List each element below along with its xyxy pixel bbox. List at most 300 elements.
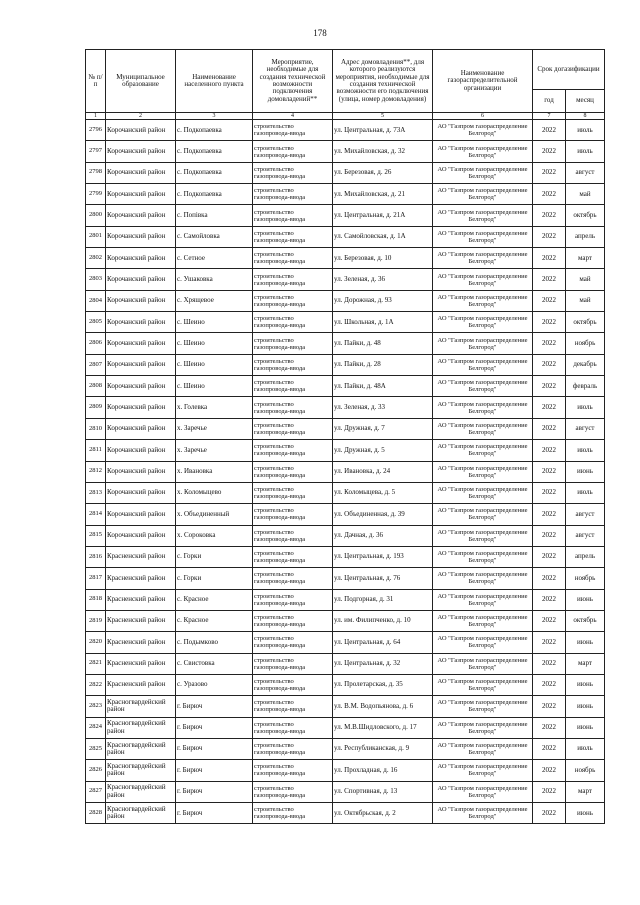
cell-organization: АО "Газпром газораспределение Белгород" [433, 354, 533, 375]
cell-year: 2022 [533, 632, 566, 653]
cell-year: 2022 [533, 546, 566, 567]
cell-organization: АО "Газпром газораспределение Белгород" [433, 461, 533, 482]
cell-settlement: г. Бирюч [176, 696, 253, 717]
cell-month: декабрь [566, 354, 605, 375]
cell-municipality: Корочанский район [106, 120, 176, 141]
column-number: 5 [333, 113, 433, 120]
cell-year: 2022 [533, 397, 566, 418]
cell-year: 2022 [533, 333, 566, 354]
cell-address: ул. Пролетарская, д. 35 [333, 674, 433, 695]
cell-activity: строительство газопровода-ввода [253, 120, 333, 141]
cell-municipality: Красногвардейский район [106, 760, 176, 781]
table-row [86, 760, 605, 781]
cell-organization: АО "Газпром газораспределение Белгород" [433, 674, 533, 695]
cell-num: 2809 [86, 397, 106, 418]
cell-organization: АО "Газпром газораспределение Белгород" [433, 546, 533, 567]
cell-year: 2022 [533, 184, 566, 205]
cell-municipality: Корочанский район [106, 226, 176, 247]
cell-organization: АО "Газпром газораспределение Белгород" [433, 504, 533, 525]
table-header [86, 50, 605, 120]
cell-organization: АО "Газпром газораспределение Белгород" [433, 184, 533, 205]
table-row [86, 397, 605, 418]
cell-address: ул. В.М. Водопьянова, д. 6 [333, 696, 433, 717]
cell-organization: АО "Газпром газораспределение Белгород" [433, 482, 533, 503]
cell-num: 2828 [86, 803, 106, 824]
cell-settlement: с. Шеино [176, 333, 253, 354]
table-row [86, 717, 605, 738]
cell-settlement: х. Заречье [176, 440, 253, 461]
cell-year: 2022 [533, 781, 566, 802]
cell-settlement: с. Сетное [176, 248, 253, 269]
cell-num: 2798 [86, 162, 106, 183]
cell-year: 2022 [533, 696, 566, 717]
cell-num: 2825 [86, 738, 106, 759]
cell-address: ул. Школьная, д. 1А [333, 312, 433, 333]
cell-activity: строительство газопровода-ввода [253, 269, 333, 290]
cell-activity: строительство газопровода-ввода [253, 141, 333, 162]
cell-address: ул. Центральная, д. 64 [333, 632, 433, 653]
cell-organization: АО "Газпром газораспределение Белгород" [433, 248, 533, 269]
cell-activity: строительство газопровода-ввода [253, 290, 333, 311]
cell-settlement: х. Заречье [176, 418, 253, 439]
cell-organization: АО "Газпром газораспределение Белгород" [433, 162, 533, 183]
cell-address: ул. Коломыцева, д. 5 [333, 482, 433, 503]
cell-num: 2827 [86, 781, 106, 802]
cell-activity: строительство газопровода-ввода [253, 226, 333, 247]
cell-address: ул. Ивановка, д. 24 [333, 461, 433, 482]
column-number: 8 [566, 113, 605, 120]
cell-num: 2796 [86, 120, 106, 141]
cell-municipality: Корочанский район [106, 205, 176, 226]
column-number: 3 [176, 113, 253, 120]
cell-month: июнь [566, 717, 605, 738]
cell-year: 2022 [533, 205, 566, 226]
cell-municipality: Красненский район [106, 653, 176, 674]
cell-month: ноябрь [566, 568, 605, 589]
header-term: Срок догазификации [533, 50, 605, 90]
cell-month: август [566, 504, 605, 525]
header-year: год [533, 90, 566, 113]
cell-year: 2022 [533, 525, 566, 546]
table-row [86, 184, 605, 205]
table-row [86, 610, 605, 631]
table-row [86, 162, 605, 183]
cell-num: 2803 [86, 269, 106, 290]
cell-municipality: Корочанский район [106, 312, 176, 333]
cell-address: ул. Объединенная, д. 39 [333, 504, 433, 525]
cell-organization: АО "Газпром газораспределение Белгород" [433, 568, 533, 589]
cell-organization: АО "Газпром газораспределение Белгород" [433, 205, 533, 226]
cell-municipality: Корочанский район [106, 418, 176, 439]
table-row [86, 653, 605, 674]
cell-municipality: Корочанский район [106, 184, 176, 205]
cell-organization: АО "Газпром газораспределение Белгород" [433, 717, 533, 738]
cell-num: 2797 [86, 141, 106, 162]
cell-activity: строительство газопровода-ввода [253, 482, 333, 503]
cell-month: август [566, 418, 605, 439]
cell-municipality: Красненский район [106, 674, 176, 695]
cell-municipality: Красногвардейский район [106, 696, 176, 717]
cell-address: ул. Октябрьская, д. 2 [333, 803, 433, 824]
cell-municipality: Красненский район [106, 610, 176, 631]
cell-activity: строительство газопровода-ввода [253, 653, 333, 674]
cell-organization: АО "Газпром газораспределение Белгород" [433, 376, 533, 397]
cell-year: 2022 [533, 162, 566, 183]
cell-organization: АО "Газпром газораспределение Белгород" [433, 803, 533, 824]
cell-year: 2022 [533, 440, 566, 461]
cell-settlement: с. Горки [176, 568, 253, 589]
cell-settlement: с. Самойловка [176, 226, 253, 247]
cell-activity: строительство газопровода-ввода [253, 354, 333, 375]
cell-address: ул. Зеленая, д. 36 [333, 269, 433, 290]
cell-activity: строительство газопровода-ввода [253, 397, 333, 418]
table-row [86, 525, 605, 546]
cell-settlement: с. Подкопаевка [176, 162, 253, 183]
cell-settlement: г. Бирюч [176, 781, 253, 802]
gasification-table [85, 49, 605, 824]
cell-month: июль [566, 397, 605, 418]
cell-month: май [566, 290, 605, 311]
column-number: 7 [533, 113, 566, 120]
cell-municipality: Корочанский район [106, 162, 176, 183]
cell-num: 2807 [86, 354, 106, 375]
cell-activity: строительство газопровода-ввода [253, 376, 333, 397]
cell-activity: строительство газопровода-ввода [253, 312, 333, 333]
cell-activity: строительство газопровода-ввода [253, 184, 333, 205]
header-settlement: Наименование населенного пункта [176, 50, 253, 113]
cell-municipality: Корочанский район [106, 397, 176, 418]
table-body [86, 120, 605, 824]
cell-address: ул. Центральная, д. 193 [333, 546, 433, 567]
cell-month: апрель [566, 226, 605, 247]
cell-year: 2022 [533, 568, 566, 589]
cell-num: 2821 [86, 653, 106, 674]
cell-municipality: Корочанский район [106, 440, 176, 461]
column-number: 1 [86, 113, 106, 120]
table-row [86, 504, 605, 525]
cell-settlement: с. Шеино [176, 376, 253, 397]
cell-address: ул. Дорожная, д. 93 [333, 290, 433, 311]
cell-address: ул. Пайки, д. 48 [333, 333, 433, 354]
table-row [86, 354, 605, 375]
cell-organization: АО "Газпром газораспределение Белгород" [433, 760, 533, 781]
cell-year: 2022 [533, 290, 566, 311]
cell-year: 2022 [533, 248, 566, 269]
cell-municipality: Корочанский район [106, 525, 176, 546]
cell-num: 2813 [86, 482, 106, 503]
table-row [86, 248, 605, 269]
cell-organization: АО "Газпром газораспределение Белгород" [433, 696, 533, 717]
cell-organization: АО "Газпром газораспределение Белгород" [433, 312, 533, 333]
cell-num: 2811 [86, 440, 106, 461]
cell-month: ноябрь [566, 760, 605, 781]
cell-address: ул. Самойловская, д. 1А [333, 226, 433, 247]
cell-activity: строительство газопровода-ввода [253, 674, 333, 695]
cell-address: ул. Дачная, д. 36 [333, 525, 433, 546]
column-number: 4 [253, 113, 333, 120]
cell-address: ул. М.В.Шидловского, д. 17 [333, 717, 433, 738]
table-row [86, 461, 605, 482]
header-month: месяц [566, 90, 605, 113]
cell-address: ул. Пайки, д. 28 [333, 354, 433, 375]
cell-organization: АО "Газпром газораспределение Белгород" [433, 589, 533, 610]
cell-settlement: с. Подымково [176, 632, 253, 653]
cell-address: ул. Республиканская, д. 9 [333, 738, 433, 759]
cell-num: 2800 [86, 205, 106, 226]
cell-settlement: с. Подкопаевка [176, 184, 253, 205]
cell-month: март [566, 653, 605, 674]
cell-settlement: х. Ивановка [176, 461, 253, 482]
cell-num: 2806 [86, 333, 106, 354]
cell-organization: АО "Газпром газораспределение Белгород" [433, 120, 533, 141]
table-row [86, 482, 605, 503]
table-row [86, 120, 605, 141]
cell-organization: АО "Газпром газораспределение Белгород" [433, 653, 533, 674]
cell-activity: строительство газопровода-ввода [253, 738, 333, 759]
cell-activity: строительство газопровода-ввода [253, 781, 333, 802]
cell-settlement: с. Хрящевое [176, 290, 253, 311]
cell-activity: строительство газопровода-ввода [253, 461, 333, 482]
cell-municipality: Корочанский район [106, 333, 176, 354]
cell-settlement: с. Подкопаевка [176, 141, 253, 162]
cell-settlement: х. Коломыцево [176, 482, 253, 503]
cell-year: 2022 [533, 141, 566, 162]
cell-activity: строительство газопровода-ввода [253, 568, 333, 589]
cell-settlement: с. Ушаковка [176, 269, 253, 290]
cell-organization: АО "Газпром газораспределение Белгород" [433, 333, 533, 354]
cell-activity: строительство газопровода-ввода [253, 205, 333, 226]
cell-month: февраль [566, 376, 605, 397]
cell-num: 2818 [86, 589, 106, 610]
cell-municipality: Красненский район [106, 568, 176, 589]
cell-settlement: с. Красное [176, 589, 253, 610]
cell-address: ул. Центральная, д. 21А [333, 205, 433, 226]
table-row [86, 141, 605, 162]
cell-month: август [566, 162, 605, 183]
table-row [86, 376, 605, 397]
cell-organization: АО "Газпром газораспределение Белгород" [433, 397, 533, 418]
cell-address: ул. Центральная, д. 32 [333, 653, 433, 674]
header-num: № п/п [86, 50, 106, 113]
cell-num: 2824 [86, 717, 106, 738]
cell-address: ул. Березовая, д. 26 [333, 162, 433, 183]
cell-address: ул. Дружная, д. 7 [333, 418, 433, 439]
cell-activity: строительство газопровода-ввода [253, 333, 333, 354]
cell-month: апрель [566, 546, 605, 567]
cell-month: июль [566, 120, 605, 141]
cell-month: ноябрь [566, 333, 605, 354]
cell-year: 2022 [533, 717, 566, 738]
table-row [86, 269, 605, 290]
cell-municipality: Корочанский район [106, 376, 176, 397]
cell-municipality: Красненский район [106, 632, 176, 653]
cell-year: 2022 [533, 461, 566, 482]
cell-settlement: с. Свистовка [176, 653, 253, 674]
cell-year: 2022 [533, 610, 566, 631]
cell-settlement: с. Уразово [176, 674, 253, 695]
cell-num: 2814 [86, 504, 106, 525]
table-row [86, 589, 605, 610]
cell-organization: АО "Газпром газораспределение Белгород" [433, 738, 533, 759]
cell-month: июль [566, 141, 605, 162]
table-row [86, 568, 605, 589]
column-number: 2 [106, 113, 176, 120]
cell-municipality: Корочанский район [106, 290, 176, 311]
cell-year: 2022 [533, 354, 566, 375]
cell-municipality: Корочанский район [106, 141, 176, 162]
cell-month: июнь [566, 589, 605, 610]
cell-organization: АО "Газпром газораспределение Белгород" [433, 525, 533, 546]
cell-address: ул. Подгорная, д. 31 [333, 589, 433, 610]
cell-month: март [566, 781, 605, 802]
cell-municipality: Корочанский район [106, 461, 176, 482]
cell-num: 2810 [86, 418, 106, 439]
cell-address: ул. Михайловская, д. 21 [333, 184, 433, 205]
cell-address: ул. Дружная, д. 5 [333, 440, 433, 461]
cell-settlement: х. Голевка [176, 397, 253, 418]
cell-month: август [566, 525, 605, 546]
table-row [86, 418, 605, 439]
cell-activity: строительство газопровода-ввода [253, 440, 333, 461]
cell-year: 2022 [533, 653, 566, 674]
table-row [86, 290, 605, 311]
cell-month: июль [566, 440, 605, 461]
cell-municipality: Красногвардейский район [106, 717, 176, 738]
cell-num: 2808 [86, 376, 106, 397]
cell-year: 2022 [533, 482, 566, 503]
cell-num: 2822 [86, 674, 106, 695]
cell-organization: АО "Газпром газораспределение Белгород" [433, 226, 533, 247]
table-row [86, 803, 605, 824]
cell-address: ул. Березовая, д. 10 [333, 248, 433, 269]
table-row [86, 696, 605, 717]
cell-month: май [566, 269, 605, 290]
cell-month: март [566, 248, 605, 269]
cell-address: ул. Центральная, д. 76 [333, 568, 433, 589]
cell-month: октябрь [566, 312, 605, 333]
cell-activity: строительство газопровода-ввода [253, 504, 333, 525]
cell-activity: строительство газопровода-ввода [253, 610, 333, 631]
cell-address: ул. Зеленая, д. 33 [333, 397, 433, 418]
cell-activity: строительство газопровода-ввода [253, 418, 333, 439]
cell-organization: АО "Газпром газораспределение Белгород" [433, 269, 533, 290]
cell-organization: АО "Газпром газораспределение Белгород" [433, 781, 533, 802]
cell-settlement: с. Шеино [176, 312, 253, 333]
cell-organization: АО "Газпром газораспределение Белгород" [433, 440, 533, 461]
cell-activity: строительство газопровода-ввода [253, 696, 333, 717]
cell-settlement: с. Горки [176, 546, 253, 567]
cell-address: ул. им. Филипченко, д. 10 [333, 610, 433, 631]
cell-settlement: г. Бирюч [176, 803, 253, 824]
cell-num: 2819 [86, 610, 106, 631]
cell-year: 2022 [533, 760, 566, 781]
cell-settlement: г. Бирюч [176, 760, 253, 781]
header-municipality: Муниципальное образование [106, 50, 176, 113]
cell-month: май [566, 184, 605, 205]
cell-num: 2815 [86, 525, 106, 546]
cell-num: 2816 [86, 546, 106, 567]
header-activity: Мероприятие, необходимые для создания технической возможности подключения домовладений** [253, 50, 333, 113]
cell-num: 2820 [86, 632, 106, 653]
table-row [86, 312, 605, 333]
table-row [86, 440, 605, 461]
header-address: Адрес домовладения**, для которого реализуются мероприятия, необходимые для создания технической возможности его подключения (улица, номер домовладения) [333, 50, 433, 113]
cell-num: 2802 [86, 248, 106, 269]
cell-settlement: г. Бирюч [176, 738, 253, 759]
cell-month: июнь [566, 674, 605, 695]
cell-month: октябрь [566, 205, 605, 226]
cell-municipality: Красногвардейский район [106, 781, 176, 802]
cell-month: июль [566, 738, 605, 759]
cell-municipality: Красненский район [106, 589, 176, 610]
cell-month: октябрь [566, 610, 605, 631]
cell-municipality: Корочанский район [106, 248, 176, 269]
cell-settlement: г. Бирюч [176, 717, 253, 738]
cell-municipality: Корочанский район [106, 269, 176, 290]
cell-activity: строительство газопровода-ввода [253, 248, 333, 269]
cell-year: 2022 [533, 418, 566, 439]
cell-num: 2826 [86, 760, 106, 781]
cell-address: ул. Михайловская, д. 32 [333, 141, 433, 162]
cell-organization: АО "Газпром газораспределение Белгород" [433, 418, 533, 439]
table-row [86, 781, 605, 802]
cell-organization: АО "Газпром газораспределение Белгород" [433, 290, 533, 311]
cell-year: 2022 [533, 589, 566, 610]
cell-settlement: х. Объединенный [176, 504, 253, 525]
cell-num: 2812 [86, 461, 106, 482]
cell-organization: АО "Газпром газораспределение Белгород" [433, 632, 533, 653]
cell-year: 2022 [533, 674, 566, 695]
header-organization: Наименование газораспределительной организации [433, 50, 533, 113]
cell-month: июль [566, 482, 605, 503]
cell-num: 2823 [86, 696, 106, 717]
cell-num: 2799 [86, 184, 106, 205]
page-number: 178 [313, 28, 327, 38]
cell-municipality: Красногвардейский район [106, 738, 176, 759]
cell-settlement: с. Попівка [176, 205, 253, 226]
table-row [86, 226, 605, 247]
cell-num: 2801 [86, 226, 106, 247]
cell-municipality: Красногвардейский район [106, 803, 176, 824]
column-number: 6 [433, 113, 533, 120]
table-row [86, 674, 605, 695]
column-numbers-row [86, 113, 605, 120]
cell-num: 2805 [86, 312, 106, 333]
cell-settlement: с. Шеино [176, 354, 253, 375]
cell-settlement: с. Подкопаевка [176, 120, 253, 141]
cell-address: ул. Спортивная, д. 13 [333, 781, 433, 802]
cell-organization: АО "Газпром газораспределение Белгород" [433, 610, 533, 631]
cell-year: 2022 [533, 376, 566, 397]
cell-year: 2022 [533, 312, 566, 333]
table-row [86, 632, 605, 653]
cell-year: 2022 [533, 269, 566, 290]
cell-municipality: Красненский район [106, 546, 176, 567]
cell-municipality: Корочанский район [106, 504, 176, 525]
table-row [86, 333, 605, 354]
cell-municipality: Корочанский район [106, 482, 176, 503]
cell-month: июнь [566, 461, 605, 482]
cell-settlement: х. Сороковка [176, 525, 253, 546]
cell-activity: строительство газопровода-ввода [253, 546, 333, 567]
cell-address: ул. Пайки, д. 48А [333, 376, 433, 397]
cell-month: июнь [566, 696, 605, 717]
cell-year: 2022 [533, 226, 566, 247]
cell-activity: строительство газопровода-ввода [253, 525, 333, 546]
table-row [86, 738, 605, 759]
cell-organization: АО "Газпром газораспределение Белгород" [433, 141, 533, 162]
cell-month: июнь [566, 632, 605, 653]
